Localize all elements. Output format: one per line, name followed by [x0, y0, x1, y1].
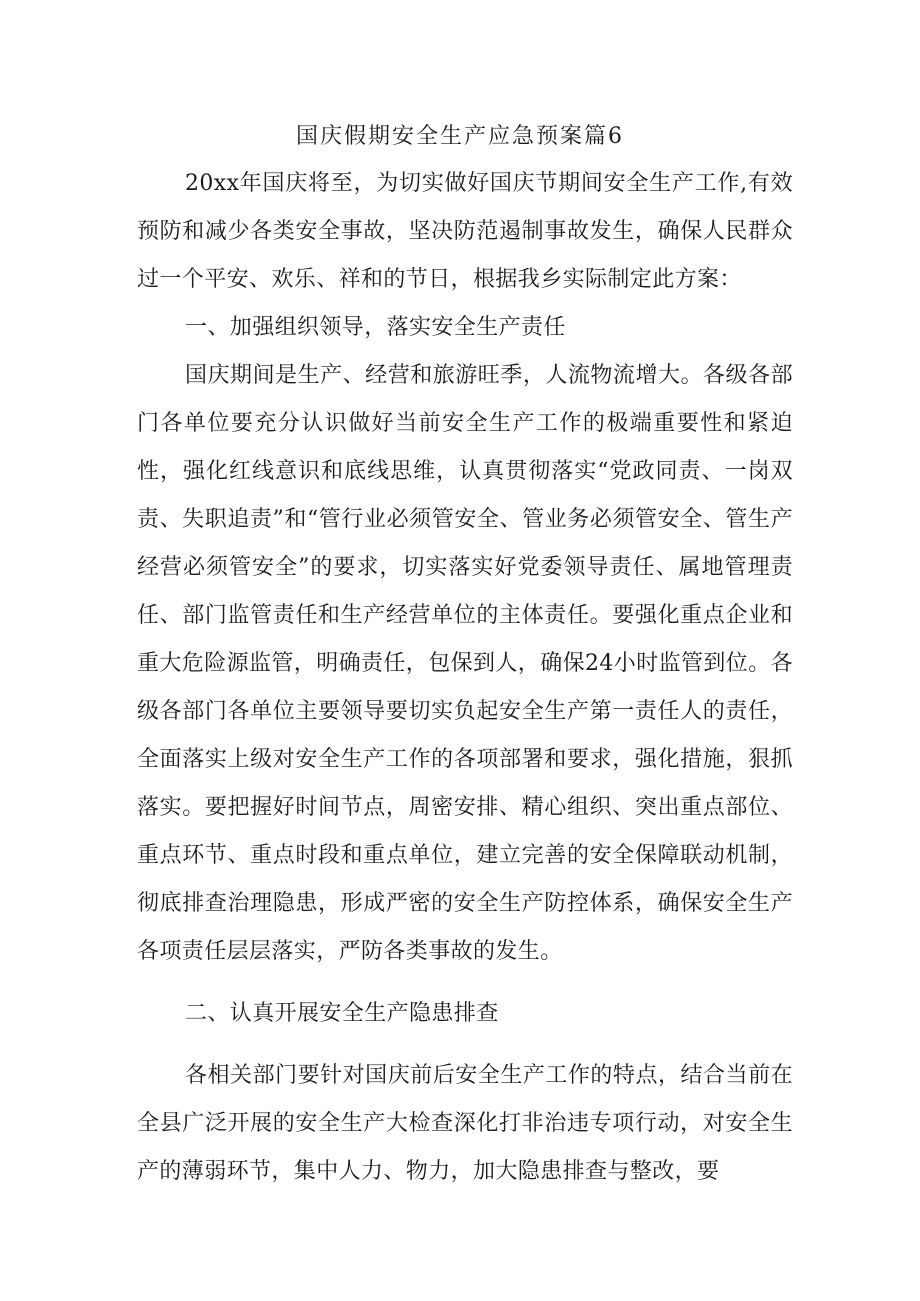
section-1-paragraph: 国庆期间是生产、经营和旅游旺季，人流物流增大。各级各部门各单位要充分认识做好当前安全生产工作的极端重要性和紧迫性，强化红线意识和底线思维，认真贯彻落实“党政同责、一岗双责、失职追责”和“管行业必须管安全、管业务必须管安全、管生产经营必须管安全”的要求，切实落实好党委领导责任、属地管理责任、部门监管责任和生产经营单位的主体责任。要强化重点企业和重大危险源监管，明确责任，包保到人，确保24小时监管到位。各级各部门各单位主要领导要切实负起安全生产第一责任人的责任，全面落实上级对安全生产工作的各项部署和要求，强化措施，狠抓落实。要把握好时间节点，周密安排、精心组织、突出重点部位、重点环节、重点时段和重点单位，建立完善的安全保障联动机制，彻底排查治理隐患，形成严密的安全生产防控体系，确保安全生产各项责任层层落实，严防各类事故的发生。 [137, 363, 793, 964]
intro-paragraph: 20xx年国庆将至，为切实做好国庆节期间安全生产工作,有效预防和减少各类安全事故，坚决防范遏制事故发生，确保人民群众过一个平安、欢乐、祥和的节日，根据我乡实际制定此方案： [137, 171, 793, 292]
section-1-heading: 一、加强组织领导，落实安全生产责任 [185, 315, 566, 340]
section-2-paragraph: 各相关部门要针对国庆前后安全生产工作的特点，结合当前在全县广泛开展的安全生产大检查深化打非治违专项行动，对安全生产的薄弱环节，集中人力、物力，加大隐患排查与整改，要 [137, 1063, 793, 1184]
document-body [137, 160, 793, 1196]
section-2-heading: 二、认真开展安全生产隐患排查 [185, 1001, 499, 1026]
document-title: 国庆假期安全生产应急预案篇6 [296, 124, 624, 149]
